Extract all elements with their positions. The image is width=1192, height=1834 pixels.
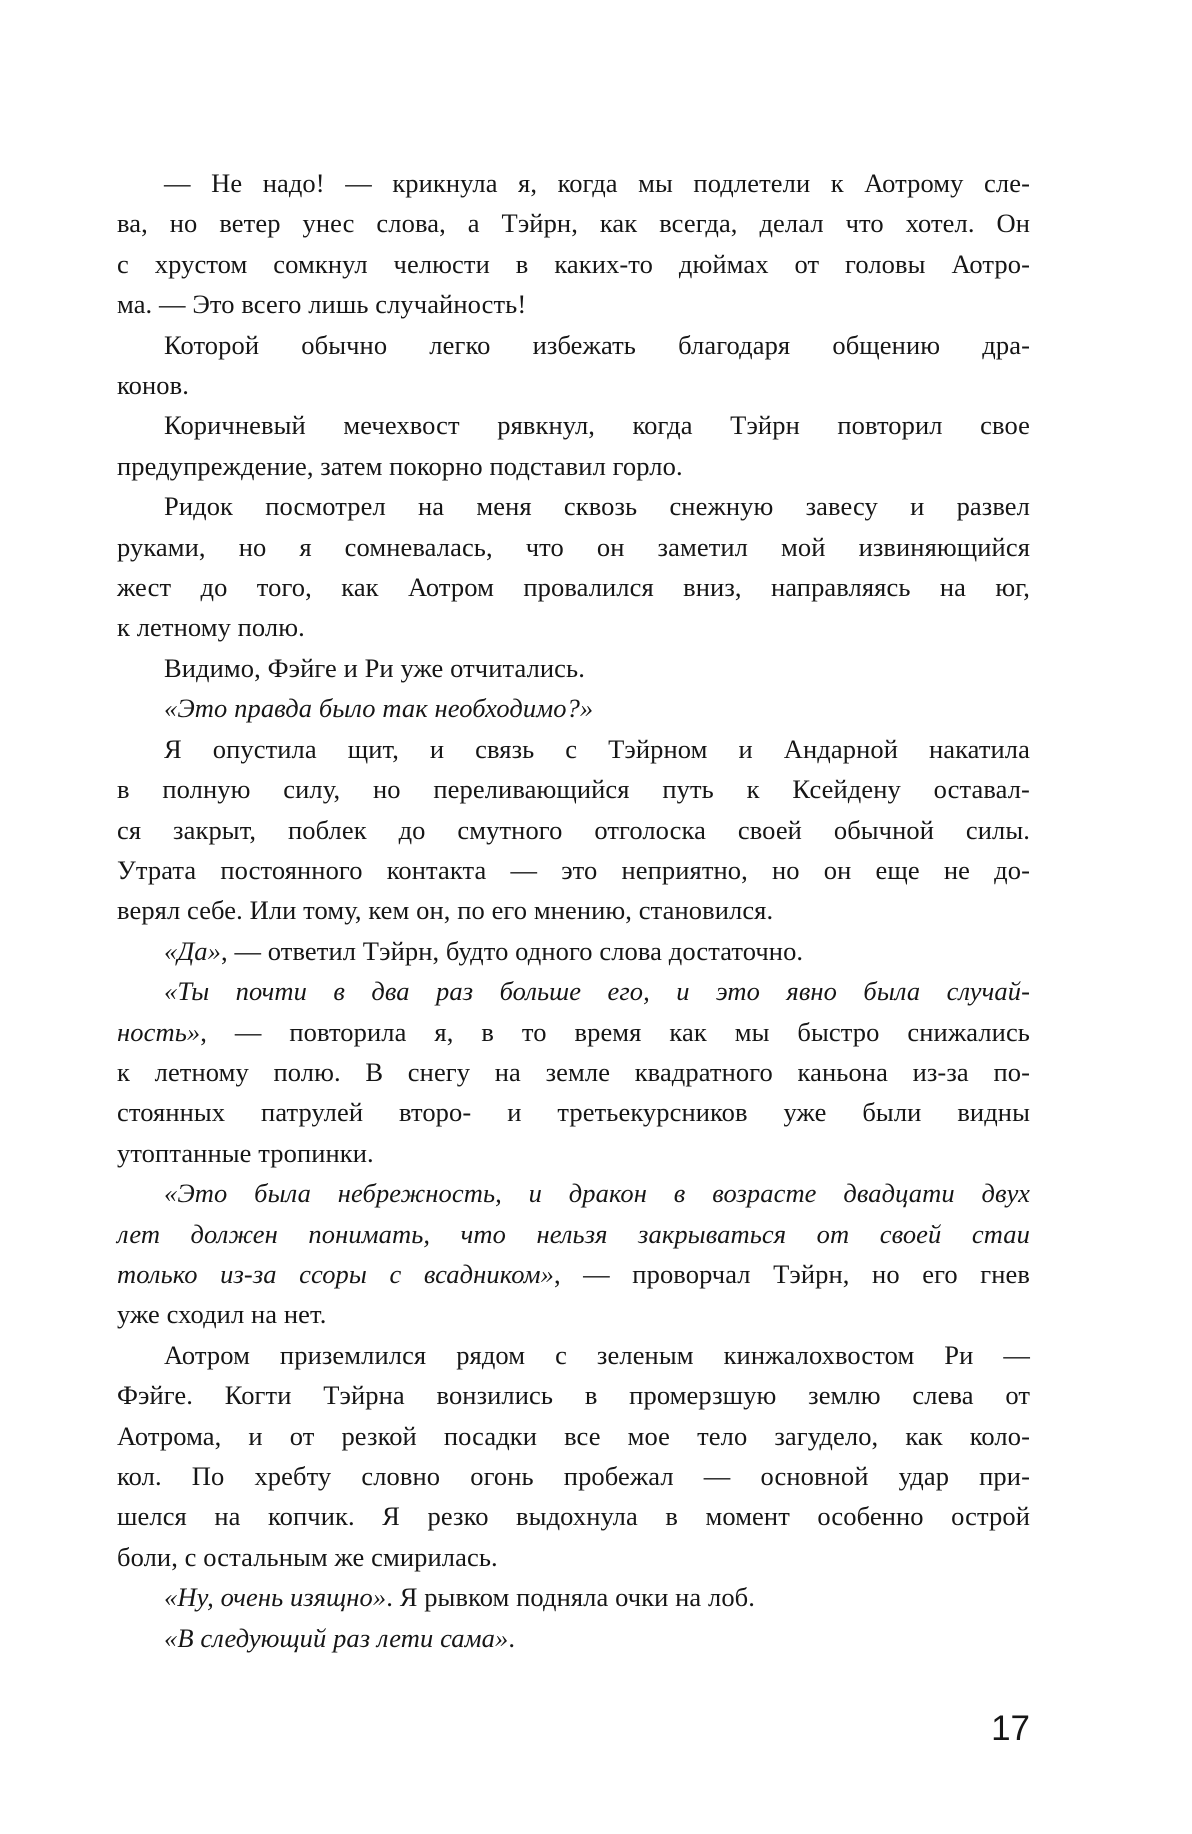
text-line [117,1416,1030,1456]
text-line [117,486,1030,526]
italic-text-segment: «Это правда было так необходимо?» [164,693,594,724]
text-segment: Утрата постоянного контакта — это неприятно, но он еще не до- [117,854,1030,885]
text-line [117,1335,1030,1375]
italic-text-segment: только из-за ссоры с всадником» [117,1258,554,1289]
text-segment: стоянных патрулей второ- и третьекурсников уже были видны [117,1097,1030,1128]
text-segment: верял себе. Или тому, кем он, по его мнению, становился. [117,895,774,926]
text-segment: утоптанные тропинки. [117,1137,374,1168]
text-segment: уже сходил на нет. [117,1299,327,1330]
italic-text-segment: «Ну, очень изящно» [164,1582,387,1613]
text-line [117,567,1030,607]
text-segment: ма. — Это всего лишь случайность! [117,289,527,320]
text-line [117,1214,1030,1254]
text-segment: , — проворчал Тэйрн, но его гнев [553,1258,1030,1289]
text-line [117,405,1030,445]
text-segment: конов. [117,370,189,401]
text-line [117,729,1030,769]
text-segment: шелся на копчик. Я резко выдохнула в момент особенно острой [117,1501,1030,1532]
text-line [117,1375,1030,1415]
paragraph [117,931,1030,971]
text-line [117,284,1030,324]
text-line [117,163,1030,203]
text-segment: Коричневый мечехвост рявкнул, когда Тэйрн повторил свое [164,410,1030,441]
text-line [117,1618,1030,1658]
paragraph [117,486,1030,648]
page-number: 17 [991,1709,1030,1748]
text-line [117,325,1030,365]
paragraph [117,1173,1030,1335]
text-line [117,607,1030,647]
italic-text-segment: «Да» [164,935,222,966]
text-line [117,446,1030,486]
text-segment: руками, но я сомневалась, что он заметил мой извиняющийся [117,531,1030,562]
paragraph [117,325,1030,406]
text-line [117,244,1030,284]
paragraph [117,1618,1030,1658]
text-line [117,1173,1030,1213]
paragraph [117,971,1030,1173]
text-line [117,527,1030,567]
text-segment: боли, с остальным же смирилась. [117,1541,498,1572]
text-segment: — Не надо! — крикнула я, когда мы подлетели к Аотрому сле- [164,168,1030,198]
text-segment: . Я рывком подняла очки на лоб. [386,1582,755,1613]
text-segment: , — повторила я, в то время как мы быстро снижались [200,1016,1030,1047]
italic-text-segment: «Это была небрежность, и дракон в возрасте двадцати двух [164,1178,1030,1209]
italic-text-segment: «В следующий раз лети сама» [164,1622,509,1653]
text-line [117,1092,1030,1132]
text-line [117,688,1030,728]
text-line [117,810,1030,850]
text-segment: в полную силу, но переливающийся путь к Ксейдену оставал- [117,774,1030,805]
text-segment: Фэйге. Когти Тэйрна вонзились в промерзшую землю слева от [117,1380,1030,1411]
text-line [117,1052,1030,1092]
text-segment: к летному полю. [117,612,305,643]
text-line [117,890,1030,930]
text-line [117,769,1030,809]
text-line [117,1577,1030,1617]
paragraph [117,688,1030,728]
text-segment: с хрустом сомкнул челюсти в каких-то дюймах от головы Аотро- [117,248,1030,279]
text-segment: Ридок посмотрел на меня сквозь снежную завесу и развел [164,491,1030,522]
italic-text-segment: ность» [117,1016,201,1047]
text-line [117,1294,1030,1334]
paragraph [117,405,1030,486]
text-line [117,931,1030,971]
text-line [117,1456,1030,1496]
paragraph [117,1577,1030,1617]
text-line [117,1133,1030,1173]
text-line [117,1537,1030,1577]
italic-text-segment: лет должен понимать, что нельзя закрываться от своей стаи [117,1218,1030,1249]
text-line [117,1254,1030,1294]
italic-text-segment: «Ты почти в два раз больше его, и это явно была случай- [164,976,1030,1007]
text-line [117,1012,1030,1052]
text-segment: к летному полю. В снегу на земле квадратного каньона из-за по- [117,1056,1030,1087]
text-line [117,203,1030,243]
text-segment: Аотрома, и от резкой посадки все мое тело загудело, как коло- [117,1420,1030,1451]
paragraph [117,729,1030,931]
text-segment: кол. По хребту словно огонь пробежал — основной удар при- [117,1461,1030,1491]
text-line [117,1496,1030,1536]
page-text [117,163,1030,1658]
text-line [117,648,1030,688]
text-segment: Аотром приземлился рядом с зеленым кинжалохвостом Ри — [164,1339,1030,1370]
text-segment: Видимо, Фэйге и Ри уже отчитались. [164,652,585,683]
text-line [117,971,1030,1011]
text-line [117,365,1030,405]
text-segment: ва, но ветер унес слова, а Тэйрн, как всегда, делал что хотел. Он [117,208,1030,239]
text-segment: , — ответил Тэйрн, будто одного слова достаточно. [221,935,804,966]
paragraph [117,1335,1030,1577]
text-segment: . [508,1622,516,1653]
paragraph [117,163,1030,325]
text-line [117,850,1030,890]
text-segment: ся закрыт, поблек до смутного отголоска своей обычной силы. [117,814,1030,845]
text-segment: Я опустила щит, и связь с Тэйрном и Андарной накатила [164,733,1030,764]
text-segment: предупреждение, затем покорно подставил горло. [117,450,683,481]
text-segment: жест до того, как Аотром провалился вниз, направляясь на юг, [117,572,1030,603]
text-segment: Которой обычно легко избежать благодаря общению дра- [164,329,1030,360]
paragraph [117,648,1030,688]
